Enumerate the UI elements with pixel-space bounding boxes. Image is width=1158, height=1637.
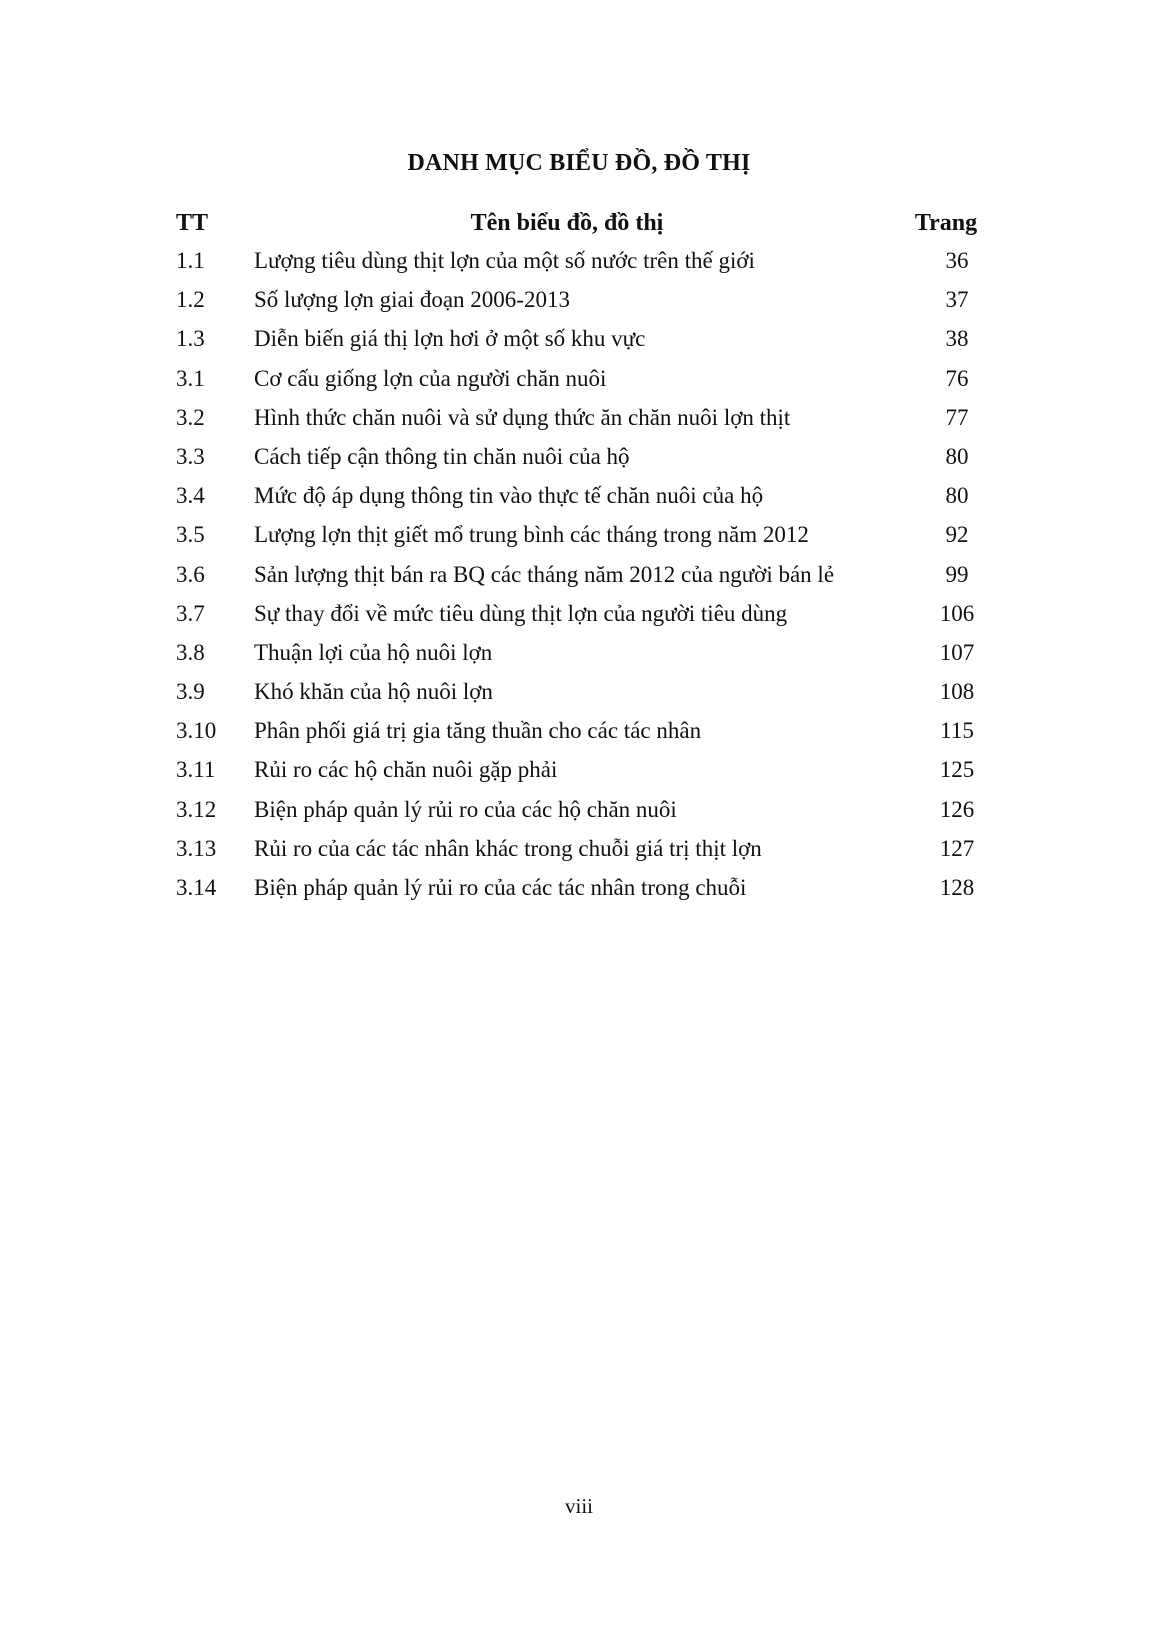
row-page: 99 (945, 561, 969, 587)
row-number: 1.3 (176, 326, 205, 352)
row-number: 3.7 (176, 600, 205, 626)
row-page: 127 (939, 835, 975, 861)
row-number: 1.1 (176, 248, 205, 273)
row-title: Cơ cấu giống lợn của người chăn nuôi (254, 365, 607, 391)
toc-row (176, 241, 1006, 280)
row-number: 3.14 (176, 875, 217, 900)
toc-row (176, 829, 1006, 868)
row-number: 3.12 (176, 796, 217, 822)
row-title: Sản lượng thịt bán ra BQ các tháng năm 2012 của người bán lẻ (254, 561, 835, 587)
toc-row (176, 790, 1006, 829)
row-page: 92 (945, 522, 969, 548)
page-title: DANH MỤC BIỂU ĐỒ, ĐỒ THỊ (407, 150, 751, 176)
row-page: 126 (939, 796, 975, 822)
row-title: Mức độ áp dụng thông tin vào thực tế chăn nuôi của hộ (254, 483, 764, 509)
row-title: Phân phối giá trị gia tăng thuần cho các tác nhân (254, 718, 702, 744)
toc-row (176, 555, 1006, 594)
toc-row (176, 750, 1006, 789)
row-title: Rủi ro các hộ chăn nuôi gặp phải (254, 757, 558, 783)
row-number: 3.5 (176, 522, 205, 548)
row-title: Thuận lợi của hộ nuôi lợn (254, 639, 493, 665)
row-page: 80 (945, 443, 969, 469)
row-page: 108 (939, 679, 975, 705)
header-name: Tên biểu đồ, đồ thị (470, 210, 664, 236)
row-title: Cách tiếp cận thông tin chăn nuôi của hộ (254, 443, 630, 469)
row-number: 1.2 (176, 287, 205, 313)
toc-row (176, 711, 1006, 750)
row-page: 80 (945, 483, 969, 509)
row-number: 3.6 (176, 561, 205, 587)
toc-row (176, 280, 1006, 319)
toc-header (176, 205, 1006, 241)
row-page: 128 (939, 875, 975, 900)
toc-row (176, 319, 1006, 358)
row-page: 107 (939, 639, 975, 665)
toc-row (176, 672, 1006, 711)
toc-row (176, 633, 1006, 672)
row-number: 3.4 (176, 483, 205, 509)
row-title: Sự thay đổi về mức tiêu dùng thịt lợn của người tiêu dùng (254, 600, 788, 626)
row-title: Khó khăn của hộ nuôi lợn (254, 679, 493, 705)
row-page: 106 (939, 600, 975, 626)
row-title: Diễn biến giá thị lợn hơi ở một số khu vực (254, 326, 646, 352)
row-number: 3.3 (176, 443, 205, 469)
row-title: Biện pháp quản lý rủi ro của các hộ chăn nuôi (254, 796, 677, 822)
page-number: viii (564, 1494, 593, 1518)
header-tt: TT (176, 210, 209, 236)
row-page: 38 (945, 326, 969, 352)
row-page: 125 (939, 757, 975, 783)
row-page: 77 (945, 404, 969, 430)
toc-table (176, 205, 1006, 907)
row-number: 3.1 (176, 365, 205, 391)
toc-rows (176, 241, 1006, 907)
row-page: 76 (945, 365, 969, 391)
toc-row (176, 476, 1006, 515)
header-page: Trang (914, 210, 978, 236)
toc-row (176, 868, 1006, 907)
row-title: Lượng lợn thịt giết mổ trung bình các tháng trong năm 2012 (254, 522, 809, 548)
row-number: 3.2 (176, 404, 205, 430)
row-title: Lượng tiêu dùng thịt lợn của một số nước trên thế giới (254, 248, 755, 273)
row-number: 3.8 (176, 639, 205, 665)
row-title: Hình thức chăn nuôi và sử dụng thức ăn chăn nuôi lợn thịt (254, 404, 791, 430)
row-number: 3.10 (176, 718, 217, 744)
row-title: Rủi ro của các tác nhân khác trong chuỗi giá trị thịt lợn (254, 835, 762, 861)
row-number: 3.13 (176, 835, 217, 861)
row-page: 37 (945, 287, 969, 313)
row-page: 36 (945, 248, 969, 273)
row-title: Số lượng lợn giai đoạn 2006-2013 (254, 287, 570, 313)
toc-row (176, 359, 1006, 398)
row-page: 115 (940, 718, 974, 744)
toc-row (176, 437, 1006, 476)
row-title: Biện pháp quản lý rủi ro của các tác nhân trong chuỗi (254, 875, 747, 900)
toc-row (176, 398, 1006, 437)
toc-row (176, 594, 1006, 633)
row-number: 3.9 (176, 679, 205, 705)
row-number: 3.11 (176, 757, 216, 783)
toc-row (176, 515, 1006, 554)
